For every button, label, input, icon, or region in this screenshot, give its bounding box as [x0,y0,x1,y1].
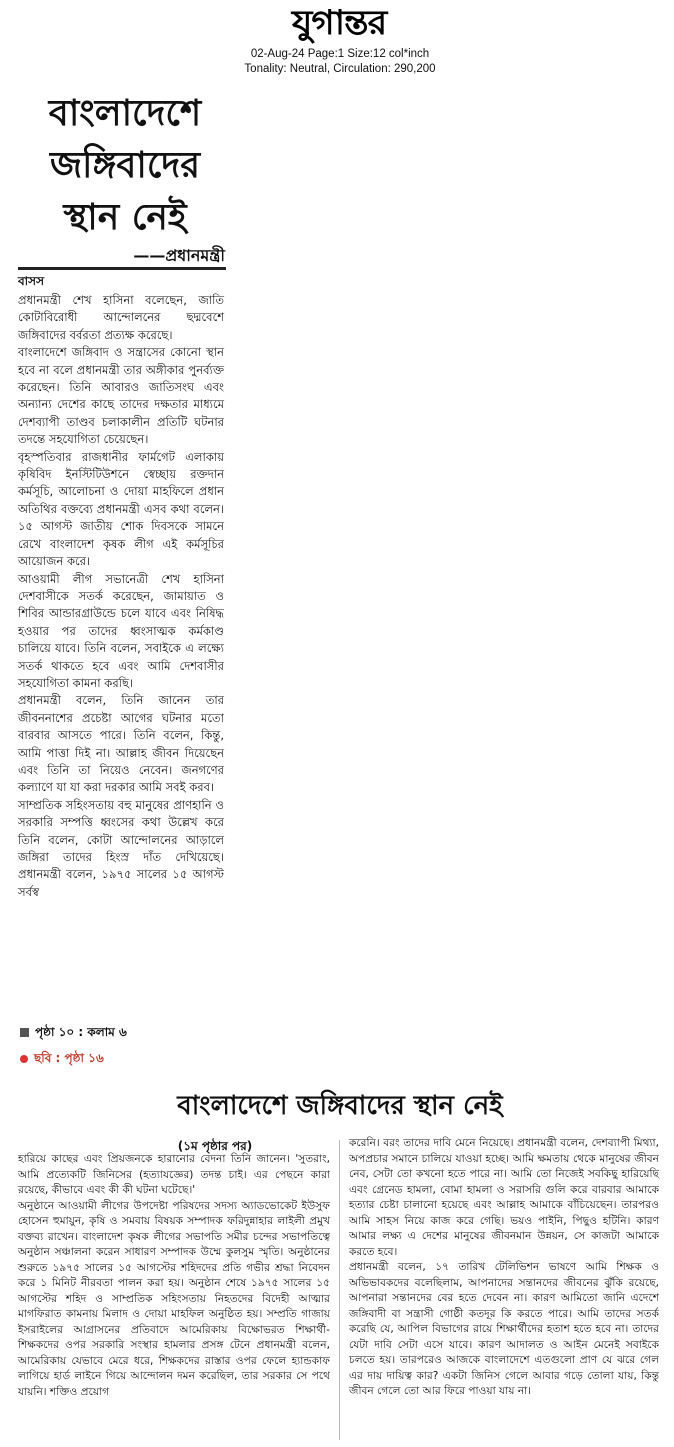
paragraph: করেনি। বরং তাদের দাবি মেনে নিয়েছে। প্রধানমন্ত্রী বলেন, দেশব্যাপী মিথ্যা, অপপ্রচার সমানে চালিয়ে যাওয়া হচ্ছে। আমি ক্ষমতায় থেকে মানুষের জীবন নেব, সেটা তো কখনো হতে পারে না। আমি তো নিজেই সবকিছু হারিয়েছি এবং গ্রেনেড হামলা, বোমা হামলা ও সরাসরি গুলি করে বারবার আমাকে হত্যার চেষ্টা চালানো হয়েছে এবং আল্লাহ আমাকে বাঁচিয়েছেন। তারপরও আমি সাহস নিয়ে কাজ করে গেছি। ভয়ও পাইনি, পিছুও হটিনি। কারণ আমার লক্ষ্য এ দেশের মানুষের জীবনমান উন্নয়ন, সে কাজটা আমাকে করতে হবে। [349,1137,659,1258]
headline-line-3: স্থান নেই [63,197,187,238]
paragraph: প্রধানমন্ত্রী শেখ হাসিনা বলেছেন, জাতি কোটাবিরোধী আন্দোলনের ছদ্মবেশে জঙ্গিবাদের বর্বরতা প্রত্যক্ষ করেছে। [18,293,224,342]
square-bullet-icon [20,1028,29,1037]
continuation-column-right [349,1136,659,1400]
photo-reference [20,1050,104,1070]
masthead [0,0,674,82]
paragraph: বাংলাদেশে জঙ্গিবাদ ও সন্ত্রাসের কোনো স্থান হবে না বলে প্রধানমন্ত্রী তার অঙ্গীকার পুনর্ব্যক্ত করেছেন। তিনি আবারও জাতিসংঘ এবং অন্যান্য দেশের কাছে তাদের দক্ষতার মাধ্যমে দেশব্যাপী তাণ্ডব চলাকালীন প্রতিটি ঘটনার তদন্তে সহযোগিতা চেয়েছেন। [18,345,224,447]
byline: ——প্রধানমন্ত্রী [133,246,225,265]
paragraph: অনুষ্ঠানে আওয়ামী লীগের উপদেষ্টা পরিষদের সদস্য অ্যাডভোকেট ইউসুফ হোসেন হুমায়ুন, কৃষি ও সমবায় বিষয়ক সম্পাদক ফরিদুন্নাহার লাইলী প্রমুখ বক্তব্য রাখেন। বাংলাদেশ কৃষক লীগের সভাপতি সমীর চন্দের সভাপতিত্বে অনুষ্ঠান সঞ্চালনা করেন সাধারণ সম্পাদক উম্মে কুলসুম স্মৃতি। অনুষ্ঠানের শুরুতে ১৯৭৫ সালের ১৫ আগস্টের শহিদদের প্রতি গভীর শ্রদ্ধা নিবেদন করে ১ মিনিট নীরবতা পালন করা হয়। অনুষ্ঠান শেষে ১৯৭৫ সালের ১৫ আগস্টের শহিদ ও সাম্প্রতিক সহিংসতায় নিহতদের বিদেহী আত্মার মাগফিরাত কামনায় মিলাদ ও দোয়া মাহফিল অনুষ্ঠিত হয়। সম্প্রতি গাজায় ইসরাইলের আগ্রাসনের প্রতিবাদে আমেরিকায় বিক্ষোভরত শিক্ষার্থী-শিক্ষকদের ওপর সরকারি সংস্থার হামলার প্রসঙ্গ টেনে প্রধানমন্ত্রী বলেন, আমেরিকায় যেভাবে মেরে ধরে, শিক্ষকদের রাস্তার ওপর ফেলে হ্যান্ডকাফ লাগিয়ে হার্ড লাইনে গিয়ে আন্দোলন দমন করেছিল, তার সরকার সে পথে যায়নি। শক্তিও প্রয়োগ [18,1199,330,1398]
paragraph: হারিয়ে কাছের এবং প্রিয়জনকে হারানোর বেদনা তিনি জানেন। 'সুতরাং, আমি প্রত্যেকটি জিনিসের (হত্যাযজ্ঞের) তদন্ত চাই। এর পেছনে কারা রয়েছে, কীভাবে এবং কী কী ঘটনা ঘটেছে।' [18,1153,330,1196]
article-body [18,292,224,901]
paragraph: বৃহস্পতিবার রাজধানীর ফার্মগেট এলাকায় কৃষিবিদ ইনস্টিটিউশনে স্বেচ্ছায় রক্তদান কর্মসূচি, আলোচনা ও দোয়া মাহফিলে প্রধান অতিথির বক্তব্যে প্রধানমন্ত্রী এসব কথা বলেন। ১৫ আগস্ট জাতীয় শোক দিবসকে সামনে রেখে বাংলাদেশ কৃষক লীগ এই কর্মসূচির আয়োজন করে। [18,449,224,569]
paragraph: সাম্প্রতিক সহিংসতায় বহু মানুষের প্রাণহানি ও সরকারি সম্পত্তি ধ্বংসের কথা উল্লেখ করে তিনি বলেন, কোটা আন্দোলনের আড়ালে জঙ্গিরা তাদের হিংস্র দাঁত দেখিয়েছে। প্রধানমন্ত্রী বলেন, ১৯৭৫ সালের ১৫ আগস্ট সর্বস্ব [18,797,224,899]
clipping-meta-date: 02-Aug-24 Page:1 Size:12 col*inch [250,48,430,60]
paragraph: প্রধানমন্ত্রী বলেন, ১৭ তারিখ টেলিভিশন ভাষণে আমি শিক্ষক ও অভিভাবকদের বলেছিলাম, আপনাদের সন্তানদের জীবনের ঝুঁকি রয়েছে, আপনারা সন্তানদের বের হতে দেবেন না। কারণ আমিতো জানি এদেশে জঙ্গিবাদী বা সন্ত্রাসী গোষ্ঠী কতদূর কি করতে পারে। আমি তাদের সতর্ক করেছি যে, আপিল বিভাগের রায়ে শিক্ষার্থীদের হতাশ হতে হবে না। তাদের যেটা দাবি সেটা এসে যাবে। কারণ আদালত ও আইন মেনেই সবাইকে চলতে হয়। তারপরেও আজকে বাংলাদেশে এতগুলো প্রাণ যে ঝরে গেল এর দায় দায়িত্ব কার? একটা জিনিস গেলে আবার গড়ে তোলা যায়, কিন্তু জীবন গেলে তো আর ফিরে পাওয়া যায় না। [349,1261,659,1397]
column-divider [339,1140,340,1440]
continuation-headline: বাংলাদেশে জঙ্গিবাদের স্থান নেই [177,1091,503,1121]
jump-page-label: পৃষ্ঠা ১০ : কলাম ৬ [35,1025,127,1039]
photo-page-label: ছবি : পৃষ্ঠা ১৬ [34,1051,104,1065]
clipping-meta-circulation: Tonality: Neutral, Circulation: 290,200 [244,63,436,75]
headline-line-2: জঙ্গিবাদের [49,145,201,186]
paragraph: প্রধানমন্ত্রী বলেন, তিনি জানেন তার জীবননাশের প্রচেষ্টা আগের ঘটনার মতো বারবার আসতে পারে। তিনি বলেন, কিন্তু, আমি পাত্তা দিই না। আল্লাহ জীবন দিয়েছেন এবং তিনি তা নিয়েও নেবেন। জনগণের কল্যাণে যা যা করা দরকার আমি সবই করব। [18,693,224,795]
red-dot-icon [20,1055,28,1063]
continued-from-label: (১ম পৃষ্ঠার পর) [177,1139,253,1153]
divider [18,267,226,270]
headline [20,88,230,244]
headline-line-1: বাংলাদেশে [48,93,202,134]
newspaper-logo: যুগান্তর [291,3,387,43]
news-agency: বাসস [18,274,45,288]
continued-on-page [20,1024,127,1044]
paragraph: আওয়ামী লীগ সভানেত্রী শেখ হাসিনা দেশবাসীকে সতর্ক করেছেন, জামায়াত ও শিবির আন্ডারগ্রাউন্ডে চলে যাবে এবং নিষিদ্ধ হওয়ার পর তাদের ধ্বংসাত্মক কর্মকাণ্ড চালিয়ে যাবে। তিনি বলেন, সবাইকে এ লক্ষ্যে সতর্ক থাকতে হবে এবং আমি দেশবাসীর সহযোগিতা কামনা করছি। [18,571,224,690]
continuation-column-left [18,1152,330,1400]
